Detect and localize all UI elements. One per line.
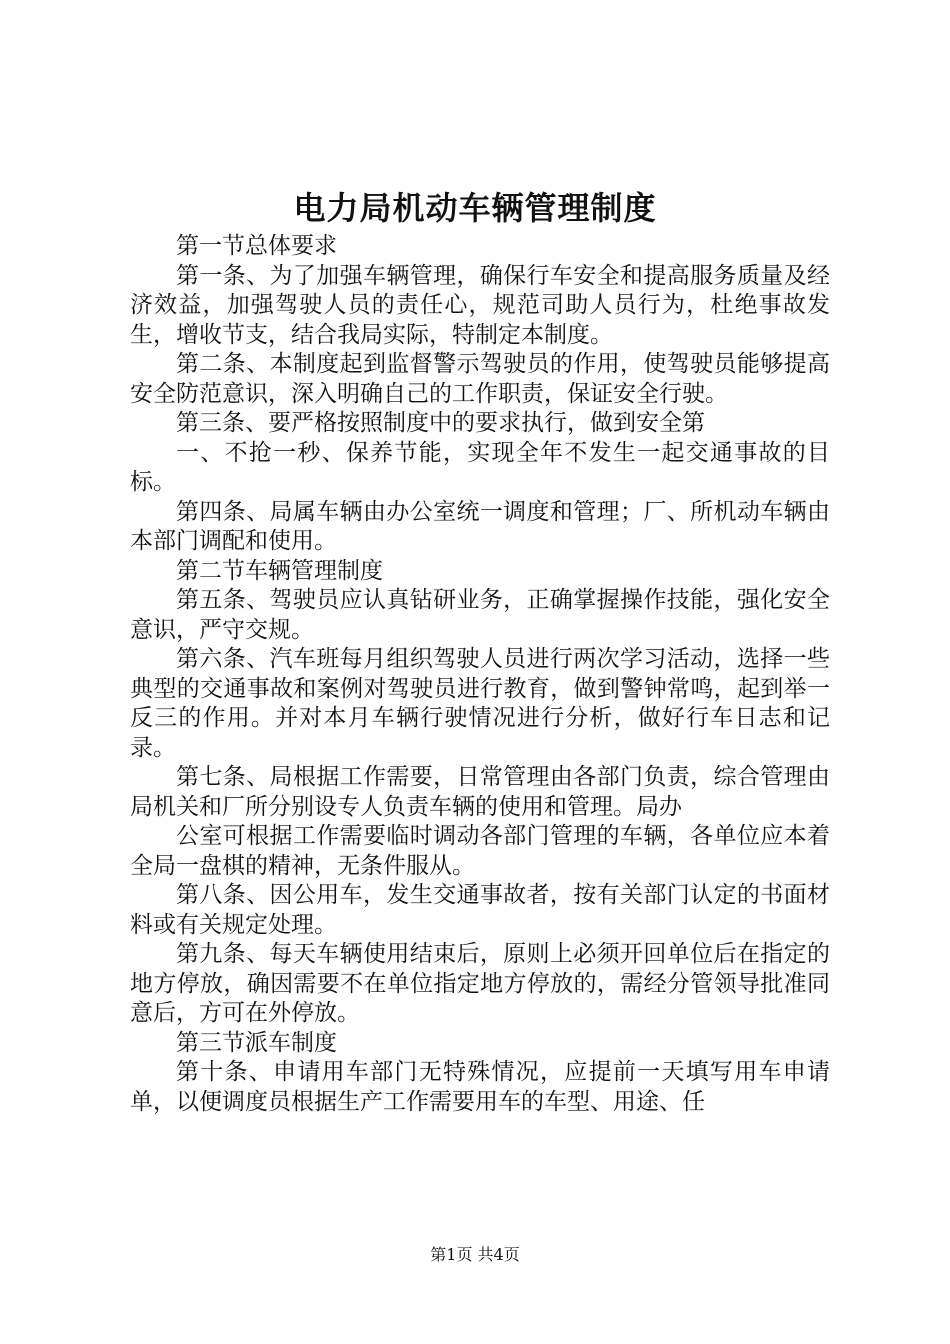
section-heading-1: 第一节总体要求 xyxy=(176,233,337,259)
article-2: 第二条、本制度起到监督警示驾驶员的作用，使驾驶员能够提高安全防范意识，深入明确自己的工作职责，保证安全行驶。 xyxy=(130,351,830,407)
article-8: 第八条、因公用车，发生交通事故者，按有关部门认定的书面材料或有关规定处理。 xyxy=(130,882,830,938)
section-heading-3: 第三节派车制度 xyxy=(176,1029,337,1056)
article-6: 第六条、汽车班每月组织驾驶人员进行两次学习活动，选择一些典型的交通事故和案例对驾驶员进行教育，做到警钟常鸣，起到举一反三的作用。并对本月车辆行驶情况进行分析，做好行车日志和记录。 xyxy=(130,646,830,761)
article-7-continued: 公室可根据工作需要临时调动各部门管理的车辆，各单位应本着全局一盘棋的精神，无条件服从。 xyxy=(130,823,830,879)
article-7: 第七条、局根据工作需要，日常管理由各部门负责，综合管理由局机关和厂所分别设专人负责车辆的使用和管理。局办 xyxy=(130,764,830,820)
article-1: 第一条、为了加强车辆管理，确保行车安全和提高服务质量及经济效益，加强驾驶人员的责任心，规范司助人员行为，杜绝事故发生，增收节支，结合我局实际，特制定本制度。 xyxy=(130,262,830,348)
section-heading-2: 第二节车辆管理制度 xyxy=(176,557,383,584)
article-9: 第九条、每天车辆使用结束后，原则上必须开回单位后在指定的地方停放，确因需要不在单位指定地方停放的，需经分管领导批准同意后，方可在外停放。 xyxy=(130,941,830,1026)
article-3: 第三条、要严格按照制度中的要求执行，做到安全第 xyxy=(176,410,705,436)
page-footer: 第1页 共4页 xyxy=(430,1245,520,1264)
article-3-continued: 一、不抢一秒、保养节能，实现全年不发生一起交通事故的目标。 xyxy=(130,439,830,495)
article-5: 第五条、驾驶员应认真钻研业务，正确掌握操作技能，强化安全意识，严守交规。 xyxy=(130,587,830,643)
document-body xyxy=(130,232,830,1117)
article-4: 第四条、局属车辆由办公室统一调度和管理；厂、所机动车辆由本部门调配和使用。 xyxy=(130,498,830,554)
article-10: 第十条、申请用车部门无特殊情况，应提前一天填写用车申请单，以便调度员根据生产工作需要用车的车型、用途、任 xyxy=(130,1059,830,1115)
document-title: 电力局机动车辆管理制度 xyxy=(293,189,657,227)
